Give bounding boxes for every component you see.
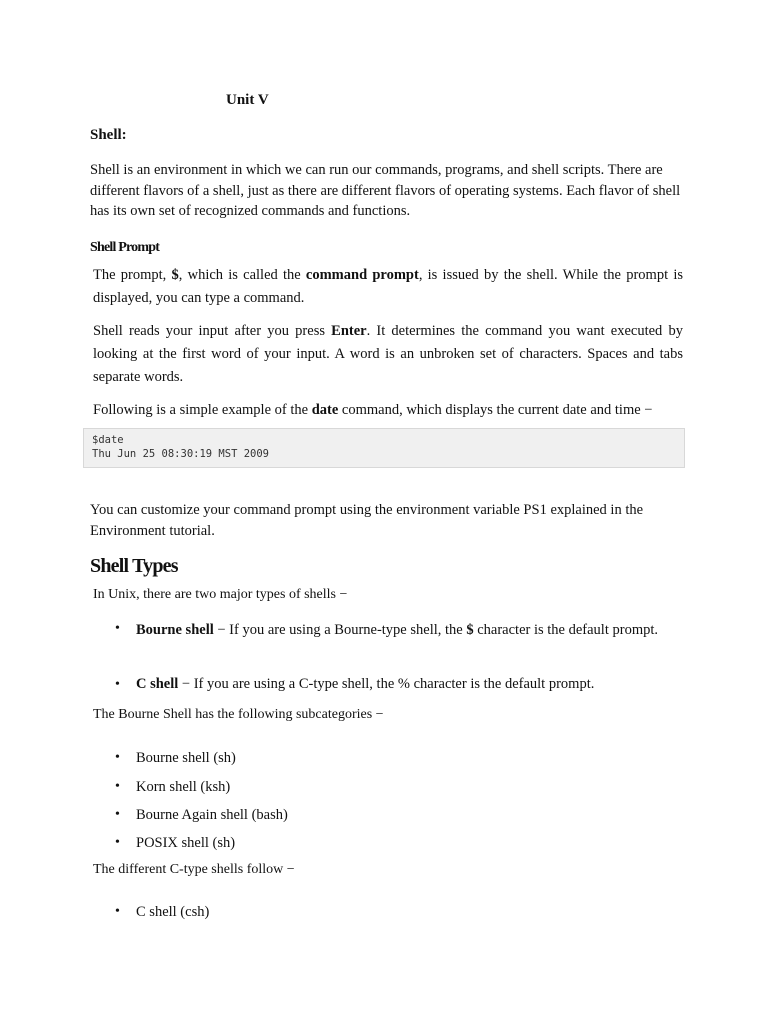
enter-key-term: Enter: [331, 323, 367, 339]
bullet-icon: •: [115, 677, 120, 692]
shell-intro-paragraph: Shell is an environment in which we can run our commands, programs, and shell scripts. There are different flavors of a shell, just as there are different flavors of operating systems. Each flavor of shell has its own set of recognized commands and functions.: [90, 162, 681, 219]
bullet-icon: •: [115, 835, 120, 850]
list-item: POSIX shell (sh): [136, 835, 236, 851]
list-item: Korn shell (ksh): [136, 779, 231, 795]
bourne-subcategories-intro: The Bourne Shell has the following subcategories −: [93, 707, 384, 722]
code-line-output: Thu Jun 25 08:30:19 MST 2009: [92, 448, 270, 460]
date-term: date: [311, 402, 339, 418]
bourne-shell-term: Bourne shell: [136, 622, 214, 638]
shell-prompt-heading: Shell Prompt: [90, 240, 160, 255]
text-run: The prompt,: [93, 267, 172, 283]
unit-title: Unit V: [226, 92, 269, 108]
shell-heading: Shell:: [90, 127, 127, 143]
enter-paragraph: [93, 320, 683, 389]
bullet-icon: •: [115, 621, 120, 636]
bullet-icon: •: [115, 750, 120, 765]
unix-types-intro: In Unix, there are two major types of shells −: [93, 587, 348, 602]
customize-paragraph: You can customize your command prompt using the environment variable PS1 explained in the Environment tutorial.: [90, 502, 644, 539]
dollar-symbol: $: [171, 267, 179, 283]
list-item: Bourne Again shell (bash): [136, 807, 288, 823]
text-run: , is issued by the shell. While the prompt is displayed, you can type a command.: [93, 267, 683, 306]
bullet-icon: •: [115, 807, 120, 822]
command-prompt-term: command prompt: [305, 267, 419, 283]
text-run: Shell reads your input after you press: [93, 323, 332, 339]
code-line-command: $date: [92, 434, 124, 446]
list-item: C shell (csh): [136, 904, 210, 920]
code-block: [83, 428, 685, 468]
bullet-icon: •: [115, 779, 120, 794]
prompt-paragraph: [93, 264, 683, 310]
list-item: Bourne shell (sh): [136, 750, 236, 766]
shell-types-heading: Shell Types: [90, 555, 178, 577]
date-example-paragraph: [93, 399, 683, 422]
text-run: character is the default prompt.: [473, 622, 659, 638]
dollar-symbol: $: [466, 622, 474, 638]
c-type-shells-intro: The different C-type shells follow −: [93, 862, 295, 877]
list-item-bourne-shell: [136, 619, 675, 642]
text-run: − If you are using a Bourne-type shell, the: [213, 622, 467, 638]
bullet-icon: •: [115, 904, 120, 919]
text-run: − If you are using a C-type shell, the % character is the default prompt.: [178, 676, 595, 692]
text-run: command, which displays the current date and time −: [338, 402, 653, 418]
text-run: . It determines the command you want executed by looking at the first word of your input. A word is an unbroken set of characters. Spaces and tabs separate words.: [93, 323, 683, 385]
text-run: Following is a simple example of the: [93, 402, 312, 418]
text-run: , which is called the: [178, 267, 306, 283]
list-item-c-shell: [136, 676, 594, 693]
c-shell-term: C shell: [136, 676, 179, 692]
